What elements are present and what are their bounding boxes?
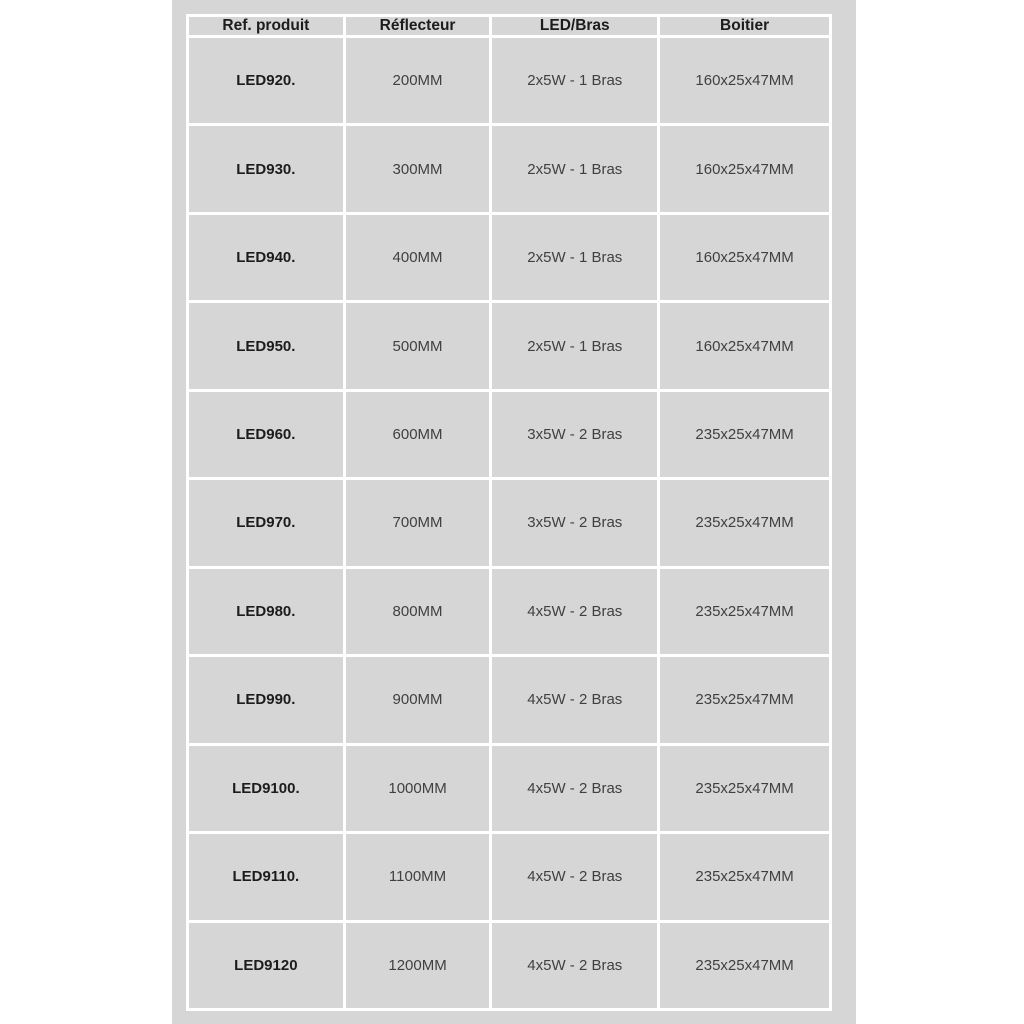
cell-boitier: 160x25x47MM	[659, 37, 831, 125]
header-boitier: Boitier	[659, 16, 831, 37]
cell-ref-produit: LED930.	[188, 125, 345, 213]
cell-led-bras: 4x5W - 2 Bras	[491, 833, 659, 921]
cell-reflecteur: 900MM	[344, 656, 491, 744]
cell-ref-produit: LED970.	[188, 479, 345, 567]
cell-reflecteur: 300MM	[344, 125, 491, 213]
cell-led-bras: 2x5W - 1 Bras	[491, 37, 659, 125]
table-body	[188, 37, 831, 1010]
header-ref-produit: Ref. produit	[188, 16, 345, 37]
cell-ref-produit: LED990.	[188, 656, 345, 744]
table-row	[188, 213, 831, 301]
cell-ref-produit: LED9100.	[188, 744, 345, 832]
product-spec-table	[186, 14, 832, 1011]
cell-led-bras: 3x5W - 2 Bras	[491, 479, 659, 567]
cell-ref-produit: LED940.	[188, 213, 345, 301]
cell-ref-produit: LED9110.	[188, 833, 345, 921]
cell-led-bras: 4x5W - 2 Bras	[491, 656, 659, 744]
cell-boitier: 235x25x47MM	[659, 479, 831, 567]
table-row	[188, 833, 831, 921]
cell-boitier: 235x25x47MM	[659, 921, 831, 1009]
table-row	[188, 302, 831, 390]
cell-reflecteur: 1100MM	[344, 833, 491, 921]
cell-ref-produit: LED980.	[188, 567, 345, 655]
table-row	[188, 390, 831, 478]
cell-reflecteur: 1000MM	[344, 744, 491, 832]
table-row	[188, 479, 831, 567]
table-header-row	[188, 16, 831, 37]
table-row	[188, 37, 831, 125]
cell-boitier: 235x25x47MM	[659, 833, 831, 921]
table-row	[188, 921, 831, 1009]
table-row	[188, 567, 831, 655]
cell-led-bras: 4x5W - 2 Bras	[491, 567, 659, 655]
cell-reflecteur: 800MM	[344, 567, 491, 655]
cell-led-bras: 2x5W - 1 Bras	[491, 213, 659, 301]
cell-boitier: 235x25x47MM	[659, 656, 831, 744]
cell-boitier: 235x25x47MM	[659, 744, 831, 832]
cell-reflecteur: 600MM	[344, 390, 491, 478]
cell-led-bras: 2x5W - 1 Bras	[491, 125, 659, 213]
cell-reflecteur: 500MM	[344, 302, 491, 390]
header-reflecteur: Réflecteur	[344, 16, 491, 37]
cell-boitier: 160x25x47MM	[659, 125, 831, 213]
cell-led-bras: 2x5W - 1 Bras	[491, 302, 659, 390]
cell-reflecteur: 200MM	[344, 37, 491, 125]
cell-ref-produit: LED960.	[188, 390, 345, 478]
cell-led-bras: 3x5W - 2 Bras	[491, 390, 659, 478]
table-row	[188, 656, 831, 744]
cell-led-bras: 4x5W - 2 Bras	[491, 744, 659, 832]
cell-ref-produit: LED950.	[188, 302, 345, 390]
cell-boitier: 235x25x47MM	[659, 567, 831, 655]
cell-reflecteur: 700MM	[344, 479, 491, 567]
table-row	[188, 125, 831, 213]
cell-reflecteur: 400MM	[344, 213, 491, 301]
table-row	[188, 744, 831, 832]
cell-ref-produit: LED9120	[188, 921, 345, 1009]
cell-boitier: 160x25x47MM	[659, 213, 831, 301]
cell-reflecteur: 1200MM	[344, 921, 491, 1009]
cell-boitier: 235x25x47MM	[659, 390, 831, 478]
header-led-bras: LED/Bras	[491, 16, 659, 37]
cell-boitier: 160x25x47MM	[659, 302, 831, 390]
cell-led-bras: 4x5W - 2 Bras	[491, 921, 659, 1009]
cell-ref-produit: LED920.	[188, 37, 345, 125]
